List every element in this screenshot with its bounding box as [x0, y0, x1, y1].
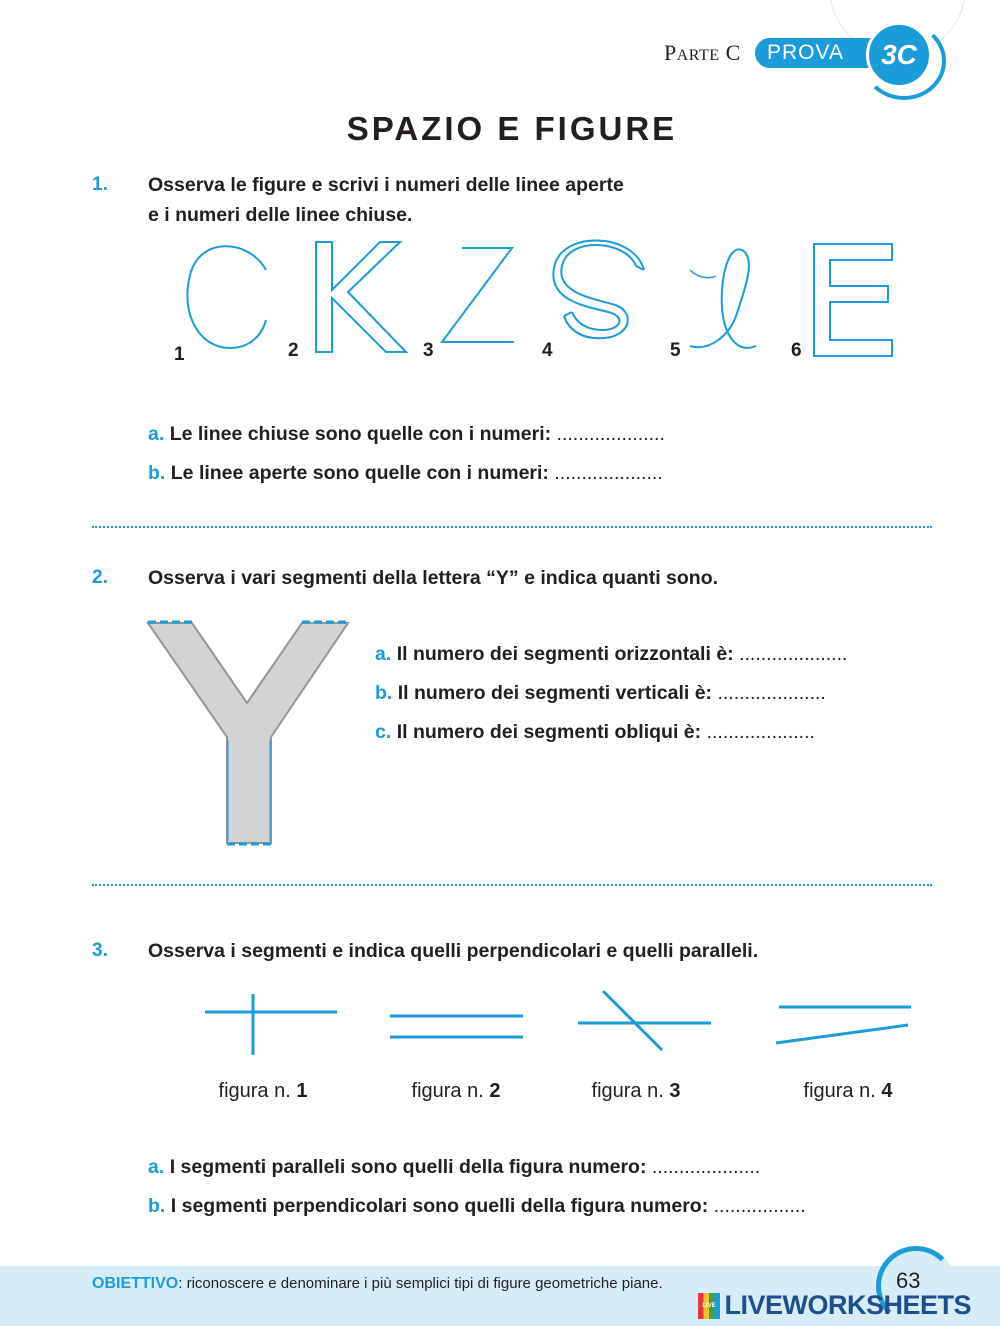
q2-a-marker: a. [375, 643, 392, 665]
q3-number: 3. [92, 940, 108, 961]
parte-prefix: P [664, 40, 677, 65]
q1-a-marker: a. [148, 423, 165, 445]
letter-c-shape [187, 246, 266, 348]
q3-prompt: Osserva i segmenti e indica quelli perpendicolari e quelli paralleli. [148, 940, 759, 962]
q1-letters [0, 230, 1000, 370]
q1-a-text: Le linee chiuse sono quelle con i numeri: [169, 423, 552, 445]
q3-a-blank[interactable]: .................... [651, 1156, 761, 1178]
q2-c-text: Il numero dei segmenti obliqui è: [396, 721, 702, 743]
letter-number-5: 5 [670, 340, 681, 361]
obiettivo-label: OBIETTIVO [92, 1275, 179, 1292]
q3-answer-b [148, 1195, 806, 1218]
live-badge: LIVE [698, 1293, 720, 1319]
q1-a-blank[interactable]: .................... [556, 423, 665, 445]
q1-prompt [148, 170, 624, 230]
prova-badge [866, 22, 932, 88]
q2-a-text: Il numero dei segmenti orizzontali è: [396, 643, 734, 665]
letter-e-shape [814, 244, 892, 356]
q1-line1: Osserva le figure e scrivi i numeri delle linee aperte [148, 174, 624, 196]
q3-b-text: I segmenti perpendicolari sono quelli della figura numero: [170, 1195, 709, 1217]
q2-number: 2. [92, 567, 108, 588]
q3-a-text: I segmenti paralleli sono quelli della figura numero: [169, 1156, 647, 1178]
letter-number-1: 1 [174, 344, 185, 365]
obiettivo-text: : riconoscere e denominare i più semplici tipi di figure geometriche piane. [178, 1275, 663, 1292]
q2-b-text: Il numero dei segmenti verticali è: [397, 682, 713, 704]
q2-answer-c [375, 721, 815, 744]
q1-answer-a [148, 423, 665, 446]
q1-line2: e i numeri delle linee chiuse. [148, 204, 413, 226]
figure-label-3: figura n. 3 [591, 1080, 681, 1102]
parte-rest: ARTE [676, 47, 720, 64]
obiettivo [92, 1275, 663, 1293]
q3-b-marker: b. [148, 1195, 166, 1217]
letter-s-shape [553, 240, 644, 338]
fig4-line-bottom [776, 1025, 908, 1043]
liveworksheets-logo[interactable] [698, 1290, 971, 1322]
q2-answer-a [375, 643, 847, 666]
prova-label: PROVA [767, 41, 844, 64]
letter-z-shape [442, 248, 514, 342]
liveworksheets-text: LIVEWORKSHEETS [724, 1290, 971, 1320]
badge-text: 3C [881, 39, 917, 70]
figure-label-4: figura n. 4 [803, 1080, 893, 1102]
letter-y-figure [140, 615, 365, 850]
separator-1 [92, 526, 932, 528]
letter-l-shape [690, 249, 756, 347]
letter-k-shape [316, 242, 406, 352]
letter-number-6: 6 [791, 340, 802, 361]
fig3-oblique [603, 991, 662, 1050]
q1-b-blank[interactable]: .................... [554, 462, 663, 484]
y-shape [148, 623, 348, 843]
letter-number-3: 3 [423, 340, 434, 361]
separator-2 [92, 884, 932, 886]
letter-number-2: 2 [288, 340, 299, 361]
q2-b-blank[interactable]: .................... [717, 682, 826, 704]
segment-figures [0, 980, 1000, 1070]
q2-c-marker: c. [375, 721, 392, 743]
q1-b-marker: b. [148, 462, 166, 484]
figure-label-2: figura n. 2 [411, 1080, 501, 1102]
parte-label [664, 40, 741, 66]
q3-answer-a [148, 1156, 760, 1179]
q1-number: 1. [92, 174, 108, 195]
q3-a-marker: a. [148, 1156, 165, 1178]
figure-label-1: figura n. 1 [218, 1080, 308, 1102]
q2-c-blank[interactable]: .................... [706, 721, 815, 743]
q2-a-blank[interactable]: .................... [739, 643, 848, 665]
q2-prompt: Osserva i vari segmenti della lettera “Y” e indica quanti sono. [148, 567, 719, 589]
page-title: SPAZIO E FIGURE [346, 110, 678, 147]
parte-letter: C [725, 40, 741, 65]
q2-answer-b [375, 682, 826, 705]
page-number: 63 [896, 1268, 921, 1293]
q2-b-marker: b. [375, 682, 393, 704]
q1-b-text: Le linee aperte sono quelle con i numeri: [170, 462, 549, 484]
q3-b-blank[interactable]: ................. [713, 1195, 806, 1217]
q1-answer-b [148, 462, 663, 485]
letter-number-4: 4 [542, 340, 553, 361]
